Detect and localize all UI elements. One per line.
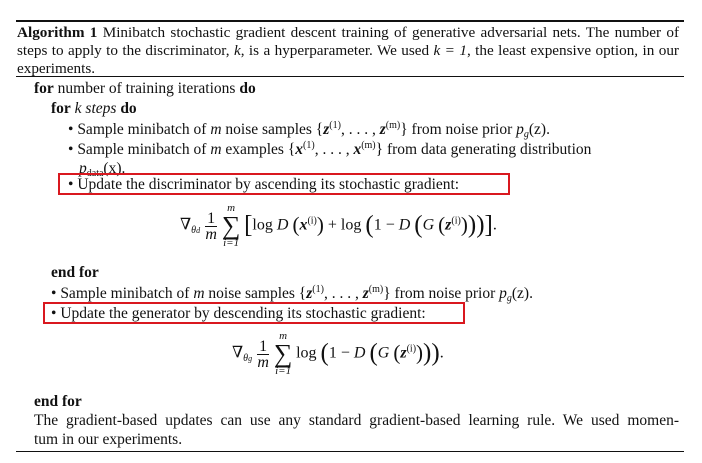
sup-m: (m) bbox=[361, 140, 376, 151]
var-x: x bbox=[353, 141, 362, 158]
sup-1: (1) bbox=[312, 284, 324, 295]
bracket-close: ] bbox=[484, 211, 493, 239]
frac-num: 1 bbox=[207, 209, 216, 227]
sub-data: data bbox=[86, 168, 104, 179]
bullet-icon: • bbox=[68, 121, 74, 138]
ellipsis: , . . . , bbox=[340, 121, 380, 138]
caption-line1: Minibatch stochastic gradient descent training of generative adversarial nets. The number of bbox=[102, 24, 680, 41]
keyword-for: for bbox=[34, 80, 54, 97]
keyword-for-inner: for bbox=[51, 100, 71, 117]
sigma-symbol: ∑ bbox=[221, 211, 241, 240]
var-m: m bbox=[193, 285, 205, 302]
fraction-1-over-m bbox=[257, 339, 269, 370]
step-update-generator bbox=[51, 305, 426, 323]
step1-pre: Sample minibatch of bbox=[77, 121, 211, 138]
outer-end-for bbox=[34, 393, 82, 411]
step1-mid: noise samples { bbox=[221, 121, 324, 138]
step2-mid: examples { bbox=[221, 141, 296, 158]
var-z: z bbox=[306, 285, 313, 302]
inner-k-steps: k steps bbox=[70, 100, 121, 117]
var-z: z bbox=[323, 121, 330, 138]
one-minus: 1 − bbox=[328, 344, 354, 362]
paren: ) bbox=[316, 212, 324, 237]
var-m: m bbox=[210, 121, 222, 138]
bottom-rule bbox=[16, 451, 684, 452]
paren: ( bbox=[414, 211, 423, 239]
frac-den: m bbox=[257, 353, 269, 371]
caption-k: k bbox=[233, 42, 241, 59]
algorithm-caption bbox=[17, 24, 679, 78]
bullet-icon: • bbox=[51, 285, 57, 302]
period: . bbox=[492, 216, 497, 234]
step4-mid: noise samples { bbox=[204, 285, 307, 302]
var-z: z bbox=[445, 216, 452, 234]
algorithm-label: Algorithm 1 bbox=[17, 24, 98, 41]
sup-1: (1) bbox=[329, 120, 341, 131]
paren: ) bbox=[460, 212, 468, 237]
sup-i: (i) bbox=[406, 343, 417, 355]
inner-for-line bbox=[51, 100, 137, 118]
plus-log: + log bbox=[323, 216, 366, 234]
frac-den: m bbox=[205, 225, 217, 243]
bracket-open: [ bbox=[244, 211, 253, 239]
caption-line2-end: , the least expensive option, in our bbox=[466, 42, 679, 59]
sup-m: (m) bbox=[385, 120, 401, 131]
caption-line2-post: , is a hyperparameter. We used bbox=[240, 42, 434, 59]
sum-top: m bbox=[279, 330, 288, 342]
sub-g: g bbox=[248, 353, 253, 363]
step-update-discriminator bbox=[68, 176, 459, 194]
var-x: x bbox=[299, 216, 308, 234]
step5-text: Update the generator by descending its stochastic gradient: bbox=[60, 305, 426, 322]
var-G: G bbox=[377, 344, 390, 362]
paren: ( bbox=[320, 339, 329, 367]
keyword-end-for-outer: end for bbox=[34, 393, 82, 410]
paren-z: (z). bbox=[511, 285, 533, 302]
theta-symbol: θ bbox=[191, 224, 197, 236]
bullet-icon: • bbox=[51, 305, 57, 322]
var-D: D bbox=[398, 216, 411, 234]
nabla-symbol: ∇ bbox=[180, 216, 192, 234]
sum-bottom: i=1 bbox=[275, 365, 292, 377]
footer-line2: tum in our experiments. bbox=[34, 431, 183, 448]
discriminator-gradient-equation bbox=[180, 203, 497, 249]
paren: ( bbox=[365, 211, 374, 239]
step-sample-noise-generator bbox=[51, 284, 533, 304]
log-word: log bbox=[252, 216, 273, 234]
bullet-icon: • bbox=[68, 176, 74, 193]
var-z: z bbox=[362, 285, 369, 302]
step2-pre: Sample minibatch of bbox=[77, 141, 211, 158]
one-minus: 1 − bbox=[373, 216, 399, 234]
footer-line1: The gradient-based updates can use any standard gradient-based learning rule. We used momen- bbox=[34, 412, 679, 429]
var-G: G bbox=[422, 216, 435, 234]
sup-i: (i) bbox=[451, 215, 461, 227]
caption-line3: experiments. bbox=[17, 60, 96, 77]
bullet-icon: • bbox=[68, 141, 74, 158]
paren: ( bbox=[393, 340, 401, 365]
frac-num: 1 bbox=[259, 337, 268, 355]
nabla-symbol: ∇ bbox=[232, 344, 244, 362]
sub-g: g bbox=[523, 129, 529, 140]
outer-for-text: number of training iterations bbox=[53, 80, 240, 97]
paren: ) bbox=[423, 339, 432, 367]
var-D: D bbox=[353, 344, 366, 362]
caption-line2-pre: steps to apply to the discriminator, bbox=[17, 42, 234, 59]
generator-gradient-equation bbox=[232, 331, 444, 377]
step-sample-noise bbox=[68, 120, 550, 140]
keyword-end-for: end for bbox=[51, 264, 99, 281]
step1-post: } from noise prior bbox=[400, 121, 517, 138]
keyword-do-inner: do bbox=[120, 100, 137, 117]
fraction-1-over-m bbox=[205, 211, 217, 242]
var-D: D bbox=[276, 216, 289, 234]
paren-x: (x). bbox=[103, 160, 126, 177]
sup-1: (1) bbox=[303, 140, 315, 151]
var-p: p bbox=[499, 285, 507, 302]
summation bbox=[270, 331, 296, 377]
sub-d: d bbox=[196, 225, 201, 235]
paren: ) bbox=[476, 211, 485, 239]
keyword-do: do bbox=[239, 80, 256, 97]
step3-text: Update the discriminator by ascending its stochastic gradient: bbox=[77, 176, 460, 193]
paren: ( bbox=[438, 212, 446, 237]
var-p: p bbox=[79, 160, 87, 177]
step2-post: } from data generating distribution bbox=[375, 141, 592, 158]
top-rule bbox=[16, 20, 684, 22]
paren: ) bbox=[431, 339, 440, 367]
inner-end-for bbox=[51, 264, 99, 282]
var-x: x bbox=[295, 141, 304, 158]
log-word: log bbox=[296, 344, 317, 362]
step4-pre: Sample minibatch of bbox=[60, 285, 194, 302]
ellipsis: , . . . , bbox=[323, 285, 363, 302]
var-p: p bbox=[516, 121, 524, 138]
summation bbox=[218, 203, 244, 249]
sub-g: g bbox=[506, 293, 512, 304]
caption-k-eq: k = 1 bbox=[433, 42, 467, 59]
period: . bbox=[439, 344, 444, 362]
step-sample-examples bbox=[68, 140, 678, 159]
paren: ( bbox=[292, 212, 300, 237]
sup-i: (i) bbox=[307, 215, 317, 227]
var-m: m bbox=[210, 141, 222, 158]
sum-bottom: i=1 bbox=[223, 237, 240, 249]
var-z: z bbox=[379, 121, 386, 138]
sup-m: (m) bbox=[368, 284, 384, 295]
outer-for-line bbox=[34, 80, 256, 98]
ellipsis: , . . . , bbox=[314, 141, 354, 158]
paren: ( bbox=[369, 339, 378, 367]
step4-post: } from noise prior bbox=[383, 285, 500, 302]
paren: ) bbox=[416, 340, 424, 365]
sum-top: m bbox=[227, 202, 236, 214]
var-z: z bbox=[400, 344, 407, 362]
theta-symbol: θ bbox=[243, 352, 249, 364]
sigma-symbol: ∑ bbox=[273, 339, 293, 368]
paren-z: (z). bbox=[528, 121, 550, 138]
paren: ) bbox=[467, 211, 477, 239]
